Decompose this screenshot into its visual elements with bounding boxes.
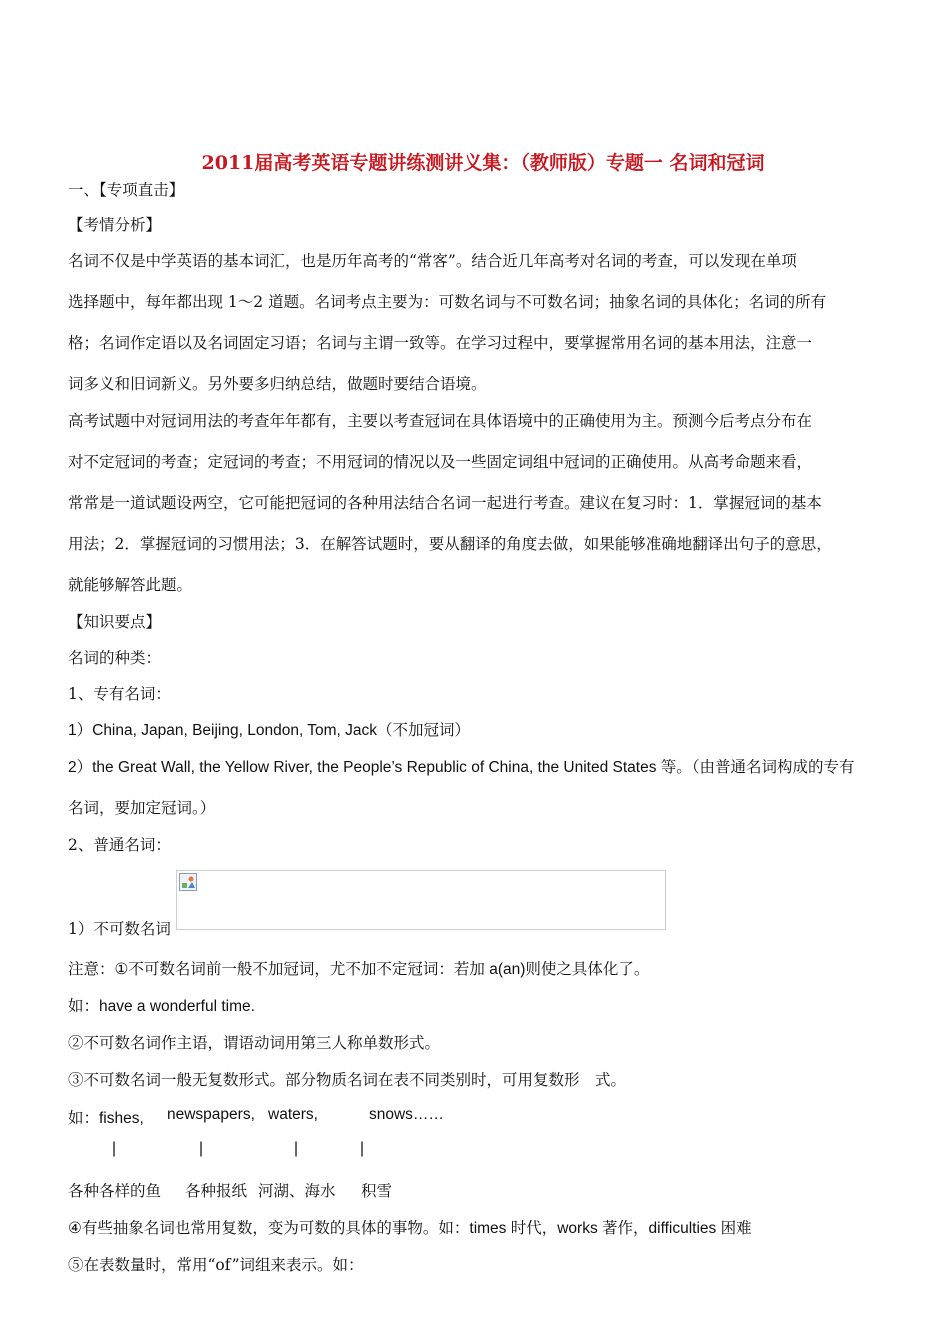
para2-line-1: 高考试题中对冠词用法的考查年年都有，主要以考查冠词在具体语境中的正确使用为主。预测今后考点分布在	[68, 412, 813, 430]
proper-noun-item-2b: 名词，要加定冠词。）	[68, 799, 216, 817]
pipe-marker-1: |	[112, 1140, 117, 1157]
meaning-2: 各种报纸	[185, 1182, 248, 1200]
broken-image-placeholder	[176, 870, 666, 930]
para1-line-1: 名词不仅是中学英语的基本词汇，也是历年高考的“常客”。结合近几年高考对名词的考查，可以发现在单项	[68, 252, 797, 270]
proper-noun-heading: 1、专有名词：	[68, 685, 171, 703]
noun-types-heading: 名词的种类：	[68, 649, 162, 667]
para1-line-4: 词多义和旧词新义。另外要多归纳总结，做题时要结合语境。	[68, 375, 487, 393]
para2-line-4: 用法；2．掌握冠词的习惯用法；3．在解答试题时，要从翻译的角度去做，如果能够准确地翻译出句子的意思，	[68, 535, 832, 553]
plural-example-3: waters,	[268, 1106, 318, 1123]
para1-line-2: 选择题中，每年都出现 1～2 道题。名词考点主要为：可数名词与不可数名词；抽象名词的具体化；名词的所有	[68, 293, 827, 311]
para2-line-3: 常常是一道试题设两空，它可能把冠词的各种用法结合名词一起进行考查。建议在复习时：1．掌握冠词的基本	[68, 494, 822, 512]
plural-example-1: 如：fishes,	[68, 1110, 144, 1127]
kaoqing-heading: 【考情分析】	[68, 216, 162, 234]
note-2: ②不可数名词作主语，谓语动词用第三人称单数形式。	[68, 1034, 441, 1052]
example-1: 如：have a wonderful time.	[68, 998, 255, 1015]
note-1: 注意：①不可数名词前一般不加冠词，尤不加不定冠词：若加 a(an)则使之具体化了。	[68, 961, 650, 978]
plural-example-4: snows……	[369, 1106, 444, 1123]
meaning-1: 各种各样的鱼	[68, 1182, 162, 1200]
pipe-marker-4: |	[360, 1140, 365, 1157]
para1-line-3: 格；名词作定语以及名词固定习语；名词与主谓一致等。在学习过程中，要掌握常用名词的基本用法，注意一	[68, 334, 813, 352]
proper-noun-item-1: 1）China, Japan, Beijing, London, Tom, Jack（不加冠词）	[68, 722, 471, 739]
pipe-marker-3: |	[294, 1140, 299, 1157]
uncountable-label: 1）不可数名词	[68, 920, 171, 938]
broken-image-icon	[179, 873, 197, 891]
para2-line-5: 就能够解答此题。	[68, 576, 193, 594]
document-title: 2011届高考英语专题讲练测讲义集：（教师版）专题一 名词和冠词	[201, 152, 765, 174]
zhishi-heading: 【知识要点】	[68, 613, 162, 631]
plural-example-2: newspapers,	[167, 1106, 255, 1123]
proper-noun-item-2a: 2）the Great Wall, the Yellow River, the People’s Republic of China, the United States 等。（由普通名词构成的专有	[68, 759, 855, 776]
pipe-marker-2: |	[199, 1140, 204, 1157]
common-noun-heading: 2、普通名词：	[68, 836, 171, 854]
note-5: ⑤在表数量时，常用“of”词组来表示。如：	[68, 1256, 364, 1274]
note-3: ③不可数名词一般无复数形式。部分物质名词在表不同类别时，可用复数形 式。	[68, 1071, 627, 1089]
note-4: ④有些抽象名词也常用复数，变为可数的具体的事物。如：times 时代，works 著作，difficulties 困难	[68, 1220, 752, 1237]
meaning-4: 积雪	[361, 1182, 393, 1200]
para2-line-2: 对不定冠词的考查；定冠词的考查；不用冠词的情况以及一些固定词组中冠词的正确使用。从高考命题来看，	[68, 453, 813, 471]
section-heading-1: 一、【专项直击】	[68, 181, 185, 199]
meaning-3: 河湖、海水	[258, 1182, 336, 1200]
